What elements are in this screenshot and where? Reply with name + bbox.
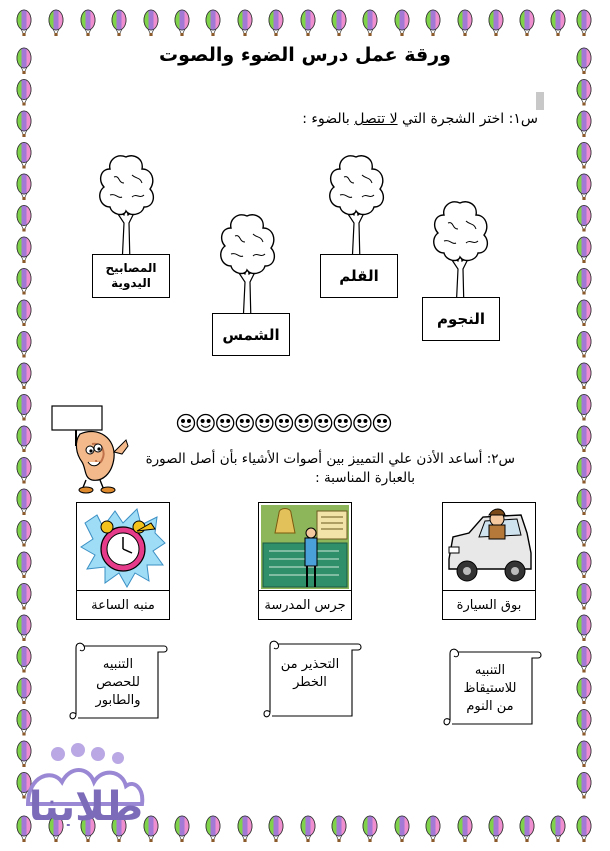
logo-graphic — [22, 740, 148, 826]
balloon-icon — [17, 10, 31, 36]
scroll-text-danger: التحذير من الخطر — [280, 657, 340, 690]
tree-icon — [326, 153, 386, 265]
balloon-icon — [17, 426, 31, 452]
balloon-icon — [577, 268, 591, 294]
balloon-icon — [577, 709, 591, 735]
balloon-icon — [269, 10, 283, 36]
balloon-icon — [17, 394, 31, 420]
balloon-icon — [577, 10, 591, 36]
smiley-icon — [354, 415, 371, 432]
balloon-icon — [426, 10, 440, 36]
tree-label-pen[interactable] — [320, 254, 398, 298]
balloon-icon — [17, 300, 31, 326]
scroll-marker — [536, 92, 544, 110]
balloon-icon — [175, 10, 189, 36]
tree-label-sun[interactable] — [212, 313, 290, 356]
balloon-icon — [577, 583, 591, 609]
balloon-icon — [206, 10, 220, 36]
balloon-icon — [577, 79, 591, 105]
balloon-icon — [17, 552, 31, 578]
balloon-icon — [551, 10, 565, 36]
smiley-row — [176, 413, 392, 433]
car-icon — [443, 503, 535, 591]
balloon-icon — [489, 816, 503, 842]
balloon-icon — [332, 10, 346, 36]
question-1-prefix: س١: اختر الشجرة التي — [402, 111, 538, 127]
tree-icon — [96, 153, 156, 265]
balloon-icon — [81, 10, 95, 36]
balloon-icon — [520, 816, 534, 842]
balloon-icon — [17, 268, 31, 294]
balloon-icon — [577, 816, 591, 842]
balloon-icon — [577, 426, 591, 452]
balloon-icon — [17, 678, 31, 704]
balloon-icon — [175, 816, 189, 842]
smiley-icon — [197, 415, 214, 432]
balloon-icon — [17, 79, 31, 105]
balloon-icon — [577, 520, 591, 546]
site-logo — [22, 740, 148, 830]
balloon-icon — [17, 520, 31, 546]
balloon-icon — [577, 205, 591, 231]
balloon-icon — [395, 816, 409, 842]
caption-school-bell: جرس المدرسة — [258, 590, 352, 620]
balloon-icon — [301, 816, 315, 842]
question-1 — [302, 111, 538, 127]
balloon-icon — [577, 142, 591, 168]
worksheet-title: ورقة عمل درس الضوء والصوت — [159, 44, 451, 66]
balloon-icon — [238, 816, 252, 842]
balloon-icon — [458, 10, 472, 36]
balloon-icon — [577, 394, 591, 420]
balloon-icon — [577, 646, 591, 672]
school-bell-picture[interactable] — [258, 502, 352, 592]
balloon-icon — [269, 816, 283, 842]
tree-label-text: النجوم — [436, 310, 486, 328]
balloon-icon — [577, 111, 591, 137]
smiley-icon — [315, 415, 332, 432]
balloon-icon — [363, 816, 377, 842]
balloon-icon — [17, 363, 31, 389]
balloon-icon — [17, 583, 31, 609]
smiley-icon — [374, 415, 391, 432]
balloon-icon — [206, 816, 220, 842]
balloon-icon — [577, 363, 591, 389]
balloon-icon — [577, 331, 591, 357]
car-horn-picture[interactable] — [442, 502, 536, 592]
tree-label-text: القلم — [339, 267, 379, 285]
smiley-icon — [178, 415, 195, 432]
balloon-icon — [551, 816, 565, 842]
smiley-icon — [236, 415, 253, 432]
balloon-icon — [577, 741, 591, 767]
balloon-icon — [17, 237, 31, 263]
smiley-icon — [295, 415, 312, 432]
ear-mascot-icon — [46, 402, 138, 494]
balloon-icon — [395, 10, 409, 36]
smiley-icon — [276, 415, 293, 432]
logo-text: طلابنا — [28, 784, 144, 826]
balloon-icon — [301, 10, 315, 36]
alarm-clock-icon — [77, 503, 169, 591]
balloon-icon — [17, 646, 31, 672]
school-bell-icon — [259, 503, 351, 591]
tree-label-flashlights[interactable] — [92, 254, 170, 298]
question-2-line2: بالعبارة المناسبة : — [315, 470, 415, 486]
balloon-icon — [577, 615, 591, 641]
balloon-icon — [577, 237, 591, 263]
balloon-icon — [17, 142, 31, 168]
balloon-icon — [17, 111, 31, 137]
balloon-icon — [49, 10, 63, 36]
balloon-icon — [577, 678, 591, 704]
balloon-icon — [426, 816, 440, 842]
question-1-suffix: بالضوء : — [302, 111, 350, 127]
balloon-icon — [577, 300, 591, 326]
scroll-text-assembly: التنبيه للحصص والطابور — [95, 657, 141, 708]
balloon-icon — [17, 457, 31, 483]
balloon-icon — [238, 10, 252, 36]
smiley-icon — [256, 415, 273, 432]
balloon-icon — [17, 205, 31, 231]
tree-label-stars[interactable] — [422, 297, 500, 341]
smiley-icon — [334, 415, 351, 432]
balloon-icon — [577, 772, 591, 798]
balloon-icon — [17, 709, 31, 735]
balloon-icon — [17, 331, 31, 357]
tree-icon — [430, 199, 490, 311]
balloon-icon — [17, 489, 31, 515]
alarm-clock-picture[interactable] — [76, 502, 170, 592]
balloon-icon — [520, 10, 534, 36]
question-2-line1: س٢: أساعد الأذن علي التمييز بين أصوات الأشياء بأن أصل الصورة — [145, 451, 515, 467]
balloon-icon — [17, 174, 31, 200]
balloon-icon — [363, 10, 377, 36]
balloon-icon — [144, 10, 158, 36]
balloon-icon — [17, 615, 31, 641]
balloon-icon — [489, 10, 503, 36]
tree-label-line2: اليدوية — [111, 276, 151, 290]
balloon-icon — [577, 457, 591, 483]
question-1-emphasis: لا تتصل — [354, 111, 398, 127]
balloon-icon — [458, 816, 472, 842]
caption-car-horn: بوق السيارة — [442, 590, 536, 620]
smiley-icon — [217, 415, 234, 432]
balloon-icon — [577, 552, 591, 578]
balloon-icon — [577, 174, 591, 200]
scroll-text-wakeup: التنبيه للاستيقاظ من النوم — [463, 663, 517, 714]
balloon-icon — [332, 816, 346, 842]
balloon-icon — [577, 489, 591, 515]
balloon-icon — [112, 10, 126, 36]
tree-icon — [217, 212, 277, 324]
tree-label-line1: المصابيح — [105, 261, 157, 275]
caption-alarm-clock: منبه الساعة — [76, 590, 170, 620]
tree-label-text: الشمس — [222, 325, 280, 344]
